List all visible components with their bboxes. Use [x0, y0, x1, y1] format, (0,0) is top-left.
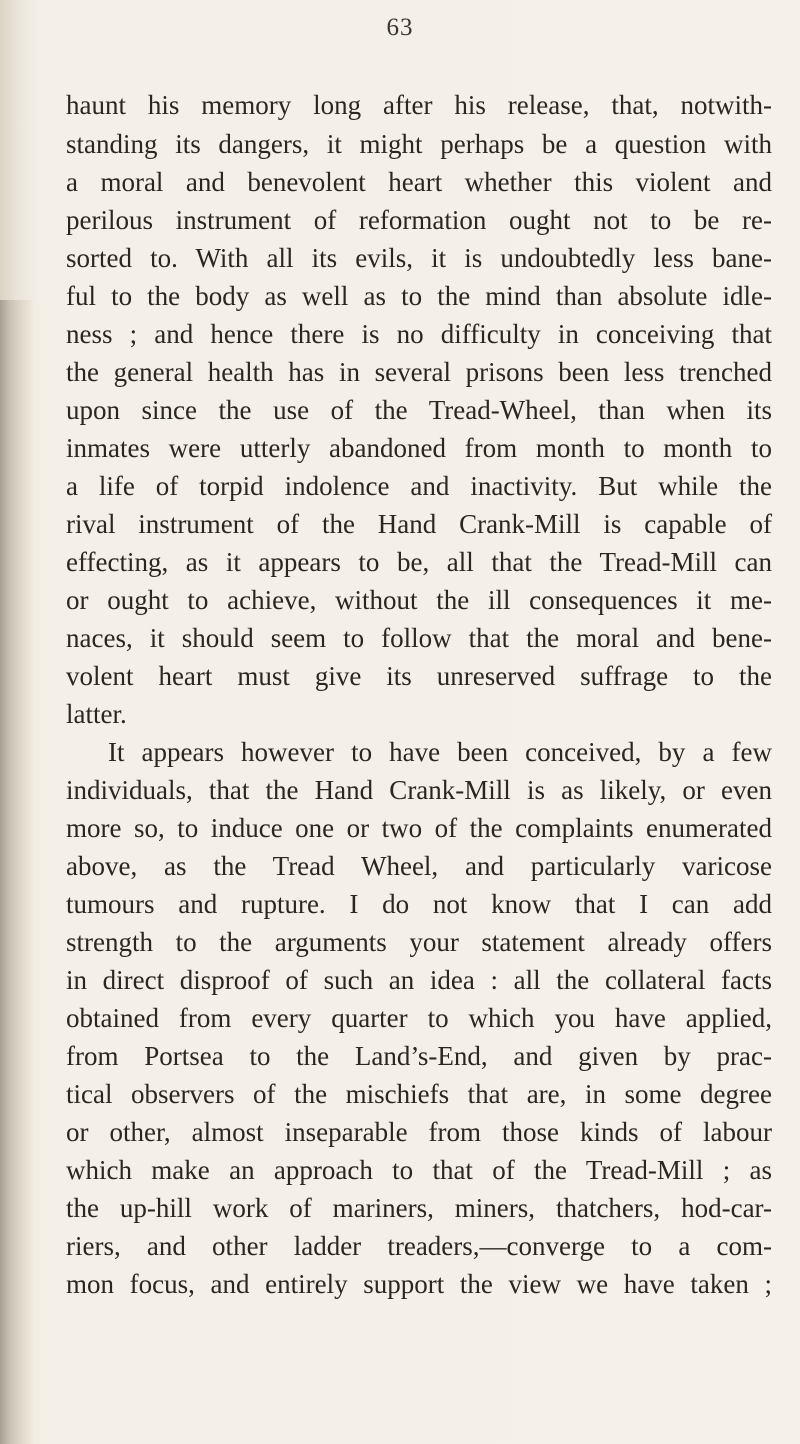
text-line: or ought to achieve, without the ill consequences it me- [66, 585, 772, 615]
text-line: volent heart must give its unreserved suffrage to the [66, 661, 772, 691]
text-line: a life of torpid indolence and inactivity. But while the [66, 471, 772, 501]
text-line: standing its dangers, it might perhaps be a question with [66, 129, 772, 159]
text-line: more so, to induce one or two of the complaints enumerated [66, 813, 772, 843]
text-line: ness ; and hence there is no difficulty in conceiving that [66, 319, 772, 349]
text-line: haunt his memory long after his release, that, notwith- [66, 90, 772, 120]
text-line: rival instrument of the Hand Crank-Mill is capable of [66, 509, 772, 539]
text-line: inmates were utterly abandoned from month to month to [66, 433, 772, 463]
text-line: ful to the body as well as to the mind than absolute idle- [66, 281, 772, 311]
text-line: individuals, that the Hand Crank-Mill is as likely, or even [66, 775, 772, 805]
text-line: perilous instrument of reformation ought not to be re- [66, 205, 772, 235]
text-line: upon since the use of the Tread-Wheel, than when its [66, 395, 772, 425]
text-line: the up-hill work of mariners, miners, thatchers, hod-car- [66, 1193, 772, 1223]
text-line: It appears however to have been conceived, by a few [108, 737, 772, 767]
text-line: from Portsea to the Land’s-End, and given by prac- [66, 1041, 772, 1071]
text-line: strength to the arguments your statement already offers [66, 927, 772, 957]
text-line: tical observers of the mischiefs that are, in some degree [66, 1079, 772, 1109]
text-line: naces, it should seem to follow that the moral and bene- [66, 623, 772, 653]
text-line: obtained from every quarter to which you have applied, [66, 1003, 772, 1033]
text-line: sorted to. With all its evils, it is undoubtedly less bane- [66, 243, 772, 273]
text-line: latter. [66, 699, 127, 729]
text-line: tumours and rupture. I do not know that I can add [66, 889, 772, 919]
text-line: a moral and benevolent heart whether this violent and [66, 167, 772, 197]
text-line: above, as the Tread Wheel, and particularly varicose [66, 851, 772, 881]
text-line: in direct disproof of such an idea : all the collateral facts [66, 965, 772, 995]
page-gutter-shadow [0, 300, 34, 1444]
text-line: or other, almost inseparable from those kinds of labour [66, 1117, 772, 1147]
text-line: riers, and other ladder treaders,—converge to a com- [66, 1231, 772, 1261]
text-line: mon focus, and entirely support the view we have taken ; [66, 1269, 772, 1299]
text-line: effecting, as it appears to be, all that the Tread-Mill can [66, 547, 772, 577]
text-line: the general health has in several prisons been less trenched [66, 357, 772, 387]
page-number: 63 [386, 14, 414, 41]
text-line: which make an approach to that of the Tread-Mill ; as [66, 1155, 772, 1185]
